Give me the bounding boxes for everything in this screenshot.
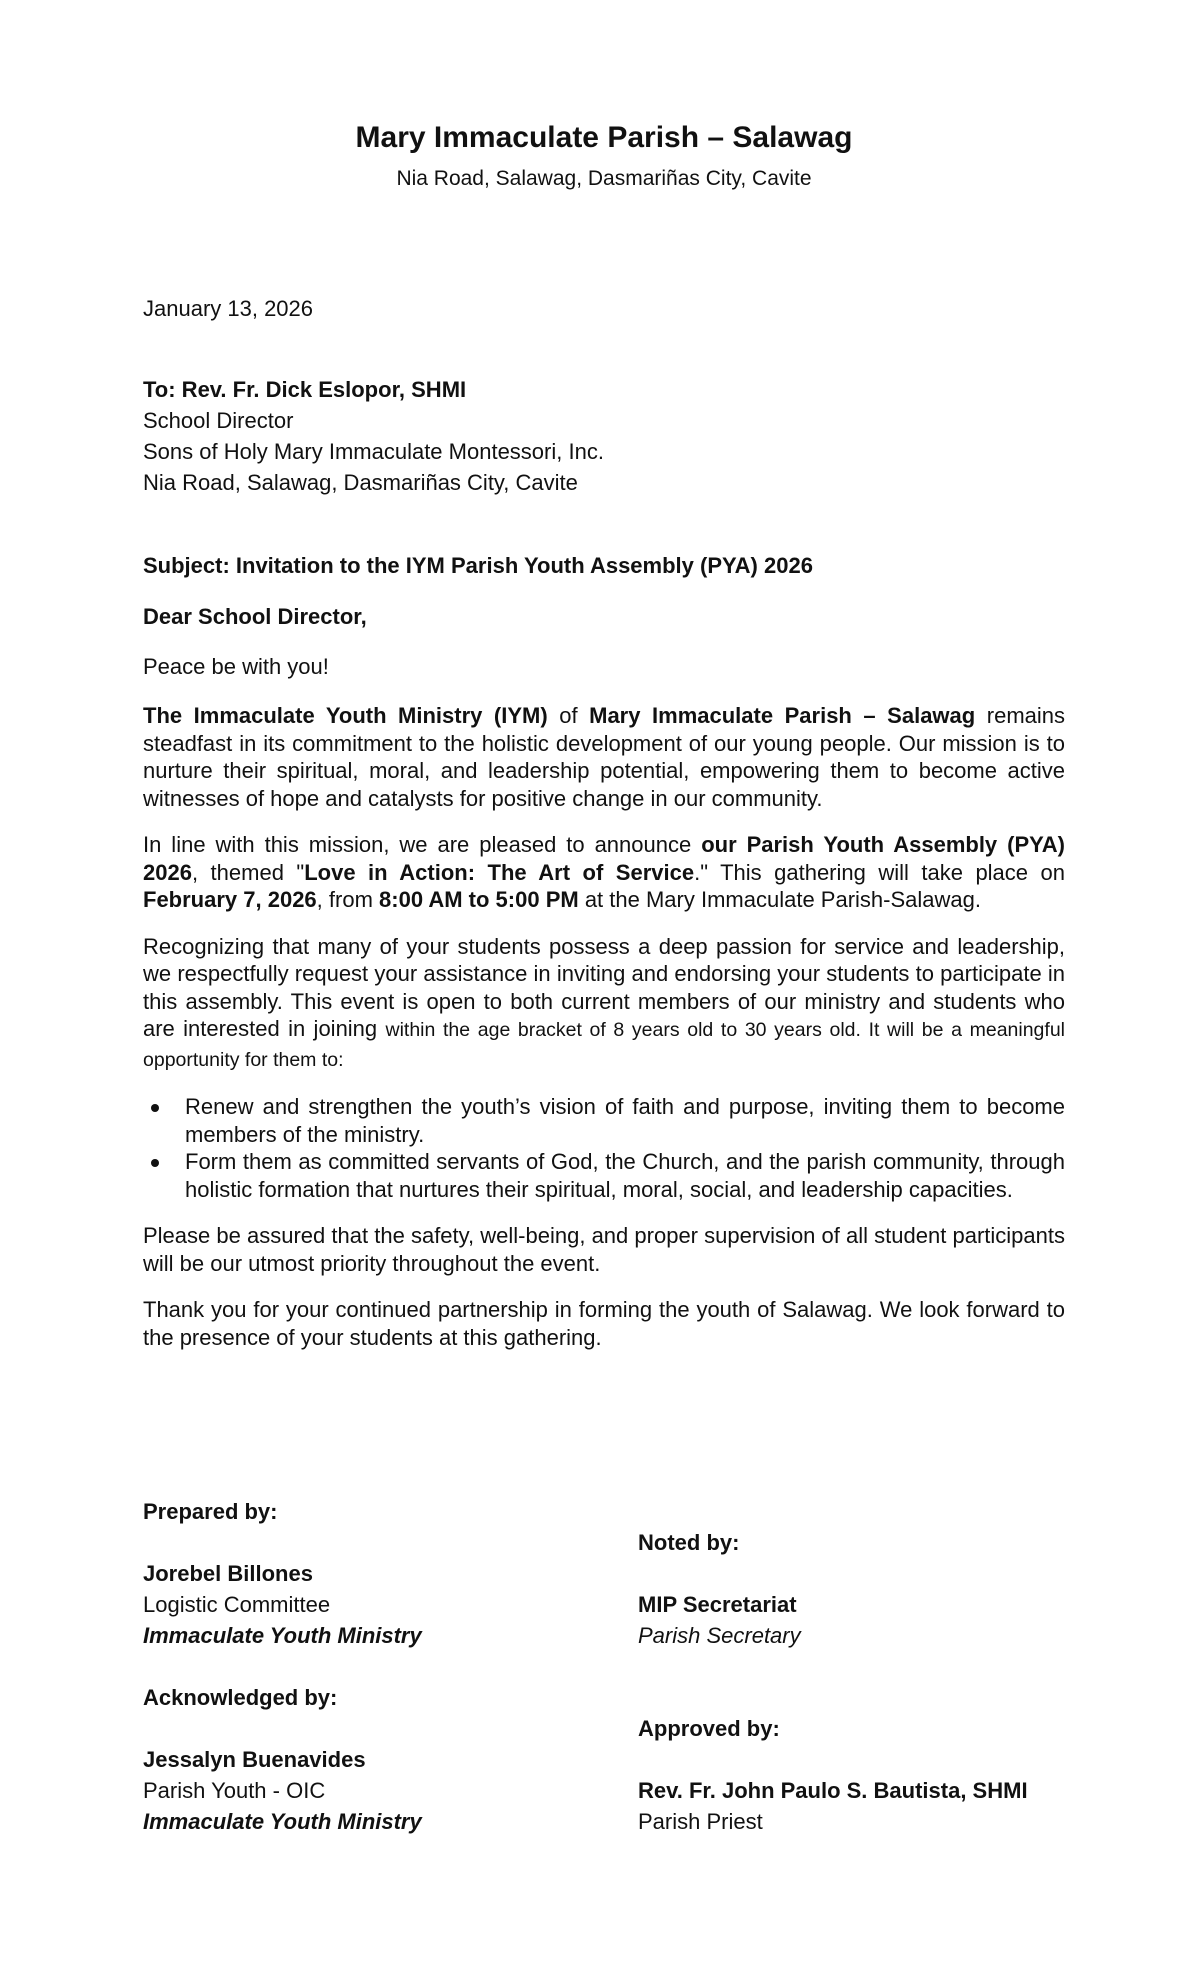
signatory-name: Jessalyn Buenavides — [143, 1747, 366, 1772]
signature-label: Prepared by: — [143, 1499, 278, 1524]
signature-label: Approved by: — [638, 1716, 780, 1741]
event-theme: Love in Action: The Art of Service — [304, 859, 695, 885]
event-name: our Parish Youth Assembly (PYA) 2026 — [143, 832, 1065, 885]
parish-address: Nia Road, Salawag, Dasmariñas City, Cavite — [396, 167, 812, 190]
bullet-icon — [151, 1159, 159, 1167]
recipient-title: School Director — [143, 408, 294, 433]
bullet-icon — [151, 1104, 159, 1112]
event-date: February 7, 2026 — [143, 887, 317, 912]
signature-label: Noted by: — [638, 1530, 740, 1555]
list-item-text: Form them as committed servants of God, the Church, and the parish community, through holistic formation that nurtures their spiritual, moral, social, and leadership capacities. — [185, 1149, 1065, 1202]
signatory-org: Immaculate Youth Ministry — [143, 1623, 422, 1648]
opportunity-list — [143, 1093, 1065, 1203]
list-item — [143, 1148, 1065, 1203]
parish-name: Mary Immaculate Parish – Salawag — [355, 121, 853, 154]
recipient-name: To: Rev. Fr. Dick Eslopor, SHMI — [143, 377, 467, 402]
signatory-role: Parish Youth - OIC — [143, 1778, 326, 1803]
signature-label: Acknowledged by: — [143, 1685, 338, 1710]
letter-date: January 13, 2026 — [143, 296, 314, 321]
ministry-name: The Immaculate Youth Ministry (IYM) — [143, 703, 548, 728]
signatory-name: Jorebel Billones — [143, 1561, 313, 1586]
text-run: , from — [316, 887, 380, 912]
text-run: remains steadfast in its commitment to the holistic development of our young people. Our mission is to nurture their spiritual, moral, and leadership potential, empowering them to become active witnesses of hope and catalysts for positive change in our community. — [143, 703, 1065, 811]
signatory-role: Parish Secretary — [638, 1623, 801, 1648]
paragraph-safety: Please be assured that the safety, well-being, and proper supervision of all student participants will be our utmost priority throughout the event. — [143, 1223, 1065, 1276]
greeting: Peace be with you! — [143, 654, 329, 679]
recipient-institution: Sons of Holy Mary Immaculate Montessori, Inc. — [143, 439, 604, 464]
text-run: . It will be a meaningful opportunity for them to: — [143, 1019, 1065, 1071]
text-run: of — [547, 703, 590, 728]
salutation: Dear School Director, — [143, 604, 367, 629]
signature-approved — [638, 1713, 1028, 1837]
paragraph-ministry — [143, 702, 1065, 812]
text-run: at the Mary Immaculate Parish-Salawag. — [578, 887, 981, 912]
signatory-role: Parish Priest — [638, 1809, 763, 1834]
text-run: Recognizing that many of your students possess a deep passion for service and leadership, we respectfully request your assistance in inviting and endorsing your students to participate in this assembly. This event is open to both current members of our ministry and students who are interested in joining — [143, 933, 1065, 1041]
paragraph-thanks: Thank you for your continued partnership in forming the youth of Salawag. We look forward to the presence of your students at this gathering. — [143, 1297, 1065, 1350]
subject-line: Subject: Invitation to the IYM Parish Youth Assembly (PYA) 2026 — [143, 553, 813, 578]
text-run: ." This gathering will take place on — [694, 859, 1065, 885]
signatory-name: MIP Secretariat — [638, 1592, 797, 1617]
letter-body — [143, 702, 1065, 1370]
signatory-role: Logistic Committee — [143, 1592, 331, 1617]
list-item-text: Renew and strengthen the youth’s vision of faith and purpose, inviting them to become members of the ministry. — [185, 1094, 1065, 1147]
text-run: In line with this mission, we are pleased to announce — [143, 832, 702, 857]
parish-name-inline: Mary Immaculate Parish – Salawag — [589, 703, 976, 728]
signature-acknowledged — [143, 1682, 422, 1837]
list-item — [143, 1093, 1065, 1148]
text-run: , themed " — [191, 859, 305, 885]
signature-prepared — [143, 1496, 422, 1651]
age-bracket: within the age bracket of 8 years old to 30 years old — [385, 1019, 856, 1041]
recipient-block — [143, 374, 604, 498]
paragraph-request — [143, 933, 1065, 1075]
event-time: 8:00 AM to 5:00 PM — [379, 887, 579, 912]
signatory-org: Immaculate Youth Ministry — [143, 1809, 422, 1834]
recipient-address: Nia Road, Salawag, Dasmariñas City, Cavite — [143, 470, 578, 495]
signature-noted — [638, 1527, 801, 1651]
paragraph-announcement — [143, 831, 1065, 914]
signatory-name: Rev. Fr. John Paulo S. Bautista, SHMI — [638, 1778, 1028, 1803]
